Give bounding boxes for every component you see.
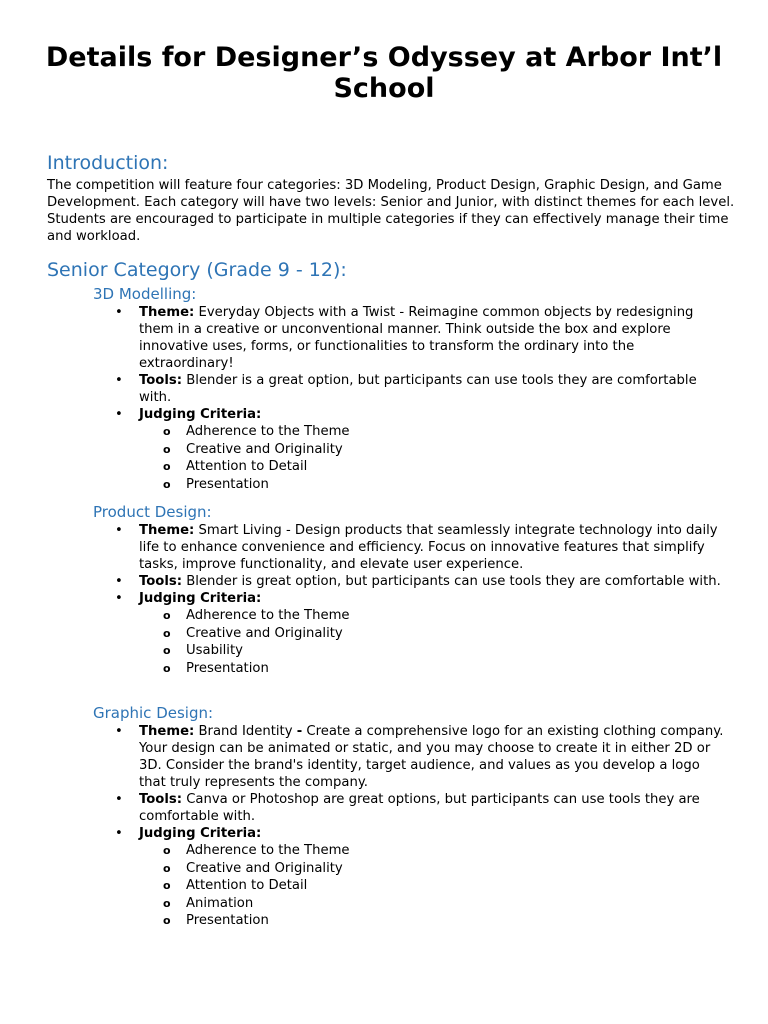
theme-text: Brand Identity bbox=[194, 724, 297, 739]
criteria-item: o Attention to Detail bbox=[186, 458, 729, 476]
theme-label: Theme: bbox=[139, 724, 195, 739]
theme-text-continued: Create a comprehensive logo for an existing clothing company. Your design can be animated or static, and you may choose to create it in either 2D or 3D. Consider the brand's identity, target audience, and values as you develop a logo that truly represents the company. bbox=[139, 724, 724, 790]
document-title: Details for Designer’s Odyssey at Arbor Int’l School bbox=[45, 42, 723, 104]
introduction-heading: Introduction: bbox=[47, 152, 169, 174]
introduction-paragraph: The competition will feature four categories: 3D Modeling, Product Design, Graphic Design, and Game Development. Each category will have two levels: Senior and Junior, with distinct themes for each level. Students are encouraged to participate in multiple categories if they can effectively manage their time and workload. bbox=[47, 178, 735, 244]
criteria-list bbox=[186, 842, 729, 930]
graphic-design-list bbox=[139, 723, 729, 930]
criteria-item: o Usability bbox=[186, 642, 729, 660]
modelling-heading: 3D Modelling: bbox=[93, 285, 197, 303]
list-item bbox=[139, 406, 729, 493]
criteria-item: o Adherence to the Theme bbox=[186, 607, 729, 625]
product-design-list bbox=[139, 522, 729, 677]
list-item bbox=[139, 372, 729, 406]
theme-text: Smart Living - Design products that seamlessly integrate technology into daily life to enhance convenience and efficiency. Focus on innovative features that simplify tasks, improve functionality, and elevate user experience. bbox=[139, 523, 718, 572]
criteria-item: o Animation bbox=[186, 895, 729, 913]
list-item bbox=[139, 723, 729, 791]
tools-label: Tools: bbox=[139, 373, 183, 388]
criteria-item: o Adherence to the Theme bbox=[186, 842, 729, 860]
product-design-heading: Product Design: bbox=[93, 503, 212, 521]
tools-text: Canva or Photoshop are great options, but participants can use tools they are comfortable with. bbox=[139, 792, 700, 824]
theme-text: Everyday Objects with a Twist - Reimagine common objects by redesigning them in a creative or unconventional manner. Think outside the box and explore innovative uses, forms, or functionalities to transform the ordinary into the extraordinary! bbox=[139, 305, 694, 371]
criteria-item: o Adherence to the Theme bbox=[186, 423, 729, 441]
modelling-list bbox=[139, 304, 729, 493]
criteria-item: o Creative and Originality bbox=[186, 625, 729, 643]
criteria-item: o Creative and Originality bbox=[186, 860, 729, 878]
tools-text: Blender is a great option, but participants can use tools they are comfortable with. bbox=[139, 373, 697, 405]
criteria-label: Judging Criteria: bbox=[139, 826, 262, 841]
list-item bbox=[139, 573, 729, 590]
tools-text: Blender is great option, but participants can use tools they are comfortable with. bbox=[182, 574, 721, 589]
criteria-list bbox=[186, 423, 729, 493]
criteria-label: Judging Criteria: bbox=[139, 407, 262, 422]
criteria-item: o Attention to Detail bbox=[186, 877, 729, 895]
theme-label: Theme: bbox=[139, 305, 195, 320]
graphic-design-heading: Graphic Design: bbox=[93, 704, 214, 722]
senior-category-heading: Senior Category (Grade 9 - 12): bbox=[47, 259, 347, 281]
theme-label: Theme: bbox=[139, 523, 195, 538]
list-item bbox=[139, 522, 729, 573]
criteria-item: o Presentation bbox=[186, 912, 729, 930]
list-item bbox=[139, 590, 729, 677]
criteria-label: Judging Criteria: bbox=[139, 591, 262, 606]
criteria-list bbox=[186, 607, 729, 677]
criteria-item: o Presentation bbox=[186, 476, 729, 494]
criteria-item: o Creative and Originality bbox=[186, 441, 729, 459]
tools-label: Tools: bbox=[139, 792, 183, 807]
theme-dash: - bbox=[296, 724, 303, 739]
tools-label: Tools: bbox=[139, 574, 183, 589]
criteria-item: o Presentation bbox=[186, 660, 729, 678]
list-item bbox=[139, 791, 729, 825]
list-item bbox=[139, 825, 729, 930]
list-item bbox=[139, 304, 729, 372]
